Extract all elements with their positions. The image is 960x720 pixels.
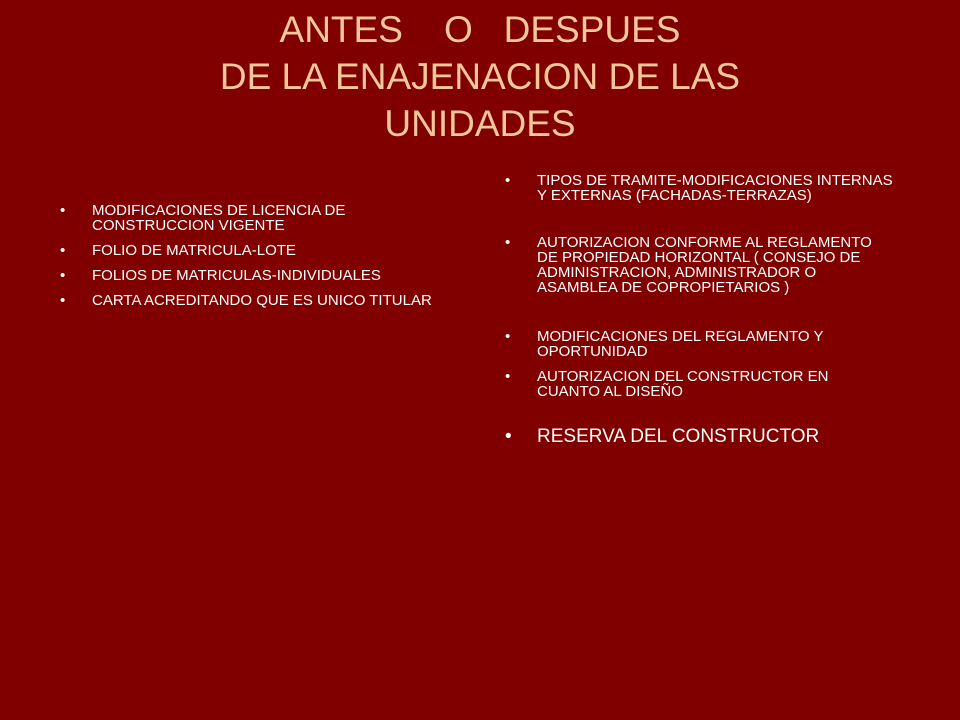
list-item: • AUTORIZACION CONFORME AL REGLAMENTO DE PROPIEDAD HORIZONTAL ( CONSEJO DE ADMINISTRACION, ADMINISTRADOR O ASAMBLEA DE COPROPIETARIOS )	[505, 235, 895, 295]
left-bullet-list	[60, 203, 460, 318]
list-item: • MODIFICACIONES DEL REGLAMENTO Y OPORTUNIDAD	[505, 329, 895, 359]
list-item: • MODIFICACIONES DE LICENCIA DE CONSTRUCCION VIGENTE	[60, 203, 460, 233]
title-line-3: UNIDADES	[384, 103, 576, 144]
title-line-2: DE LA ENAJENACION DE LAS	[219, 56, 741, 97]
slide-title	[100, 6, 860, 147]
list-item: • AUTORIZACION DEL CONSTRUCTOR EN CUANTO AL DISEÑO	[505, 369, 895, 399]
right-bullet-list	[505, 173, 895, 456]
title-line-1: ANTES O DESPUES	[279, 9, 681, 50]
list-item: • FOLIO DE MATRICULA-LOTE	[60, 243, 460, 258]
list-item: • CARTA ACREDITANDO QUE ES UNICO TITULAR	[60, 293, 460, 308]
list-item: • FOLIOS DE MATRICULAS-INDIVIDUALES	[60, 268, 460, 283]
list-item: • RESERVA DEL CONSTRUCTOR	[505, 427, 895, 446]
list-item: • TIPOS DE TRAMITE-MODIFICACIONES INTERNAS Y EXTERNAS (FACHADAS-TERRAZAS)	[505, 173, 895, 203]
